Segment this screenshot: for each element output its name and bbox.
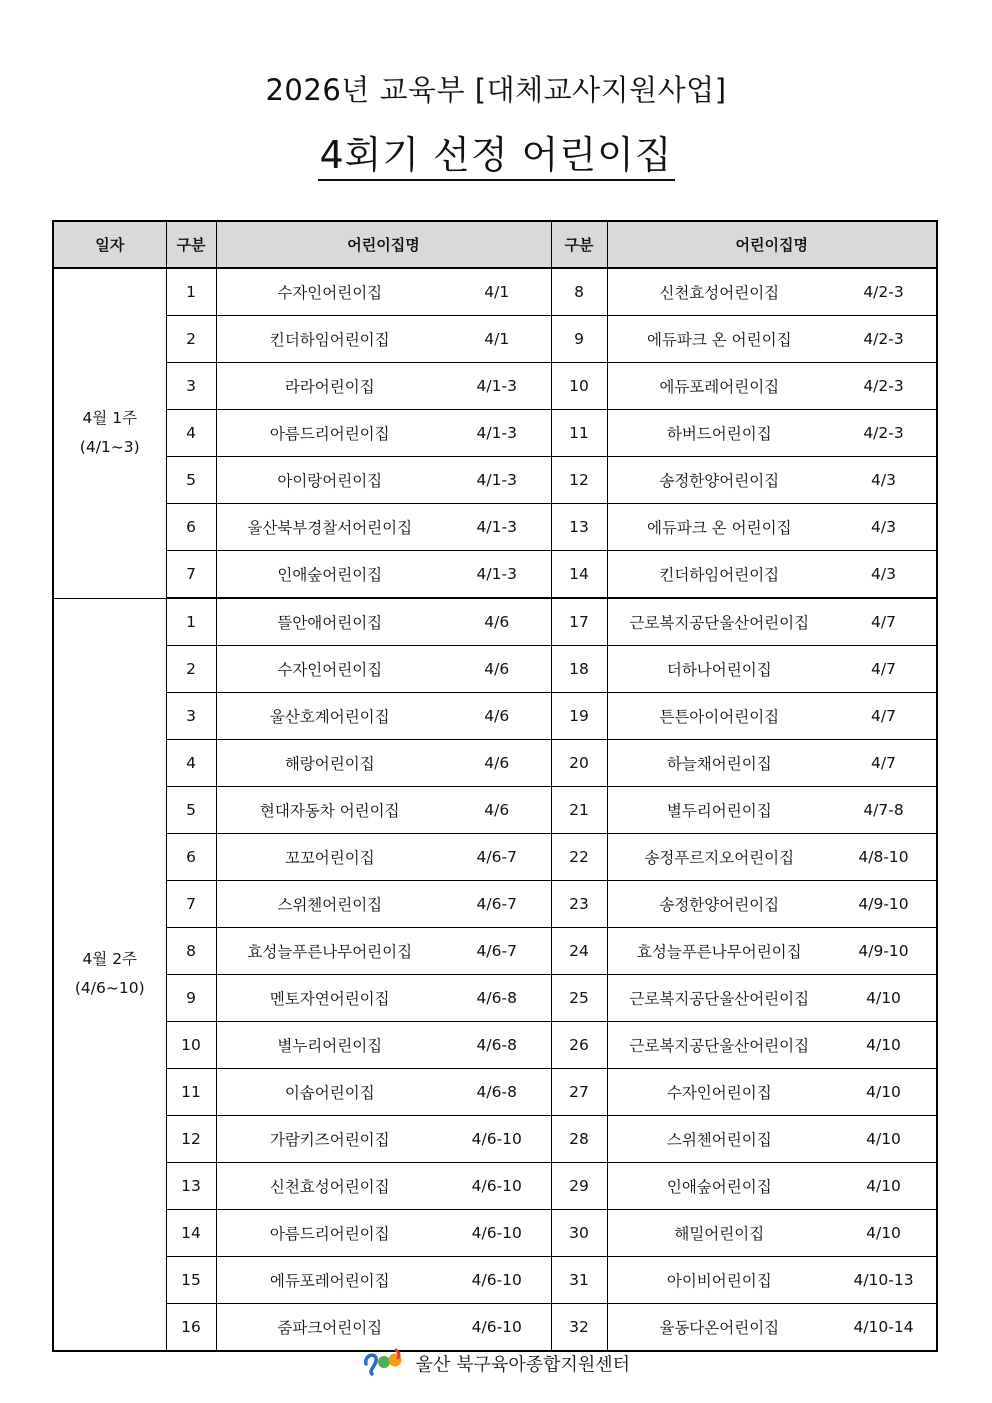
number-cell: 15	[166, 1257, 216, 1304]
document-title-text: 4회기 선정 어린이집	[318, 133, 675, 181]
date-value: 4/6-10	[443, 1210, 551, 1257]
number-cell: 13	[551, 504, 607, 551]
date-value: 4/6-10	[443, 1116, 551, 1163]
date-value: 4/3	[831, 457, 937, 504]
week-range: (4/6~10)	[74, 979, 145, 998]
daycare-name: 더하나어린이집	[607, 646, 831, 693]
date-value: 4/2-3	[831, 363, 937, 410]
number-cell: 13	[166, 1163, 216, 1210]
date-value: 4/1-3	[443, 551, 551, 599]
daycare-name: 송정한양어린이집	[607, 457, 831, 504]
number-cell: 24	[551, 928, 607, 975]
date-value: 4/7-8	[831, 787, 937, 834]
daycare-name: 꼬꼬어린이집	[216, 834, 443, 881]
daycare-name: 해밀어린이집	[607, 1210, 831, 1257]
header-name-left: 어린이집명	[216, 221, 551, 268]
daycare-name: 에듀파크 온 어린이집	[607, 504, 831, 551]
date-value: 4/6-7	[443, 928, 551, 975]
table-row	[53, 928, 937, 975]
selection-table	[52, 220, 938, 1352]
table-row	[53, 881, 937, 928]
number-cell: 27	[551, 1069, 607, 1116]
date-value: 4/10	[831, 1210, 937, 1257]
number-cell: 20	[551, 740, 607, 787]
number-cell: 10	[551, 363, 607, 410]
week-label: 4월 2주	[82, 949, 138, 968]
daycare-name: 현대자동차 어린이집	[216, 787, 443, 834]
table-row	[53, 1304, 937, 1352]
date-value: 4/6-7	[443, 881, 551, 928]
number-cell: 3	[166, 693, 216, 740]
number-cell: 2	[166, 646, 216, 693]
date-value: 4/6-8	[443, 1069, 551, 1116]
table-row	[53, 410, 937, 457]
week-label: 4월 1주	[82, 408, 138, 427]
number-cell: 12	[551, 457, 607, 504]
footer-org-name: 울산 북구육아종합지원센터	[415, 1354, 631, 1376]
number-cell: 1	[166, 268, 216, 316]
daycare-name: 수자인어린이집	[607, 1069, 831, 1116]
number-cell: 8	[551, 268, 607, 316]
number-cell: 10	[166, 1022, 216, 1069]
date-value: 4/6	[443, 598, 551, 646]
date-value: 4/7	[831, 646, 937, 693]
daycare-name: 송정푸르지오어린이집	[607, 834, 831, 881]
number-cell: 11	[551, 410, 607, 457]
date-value: 4/10	[831, 1163, 937, 1210]
date-value: 4/10-14	[831, 1304, 937, 1352]
number-cell: 14	[166, 1210, 216, 1257]
number-cell: 4	[166, 410, 216, 457]
daycare-name: 스위첸어린이집	[216, 881, 443, 928]
table-body	[53, 268, 937, 1351]
table-row	[53, 504, 937, 551]
table-row	[53, 1210, 937, 1257]
daycare-name: 신천효성어린이집	[216, 1163, 443, 1210]
number-cell: 17	[551, 598, 607, 646]
week-cell	[53, 268, 166, 598]
date-value: 4/6	[443, 693, 551, 740]
table-row	[53, 598, 937, 646]
daycare-name: 근로복지공단울산어린이집	[607, 1022, 831, 1069]
date-value: 4/7	[831, 598, 937, 646]
number-cell: 11	[166, 1069, 216, 1116]
number-cell: 5	[166, 787, 216, 834]
daycare-name: 아이랑어린이집	[216, 457, 443, 504]
number-cell: 12	[166, 1116, 216, 1163]
date-value: 4/9-10	[831, 928, 937, 975]
number-cell: 25	[551, 975, 607, 1022]
number-cell: 7	[166, 881, 216, 928]
daycare-name: 울산호계어린이집	[216, 693, 443, 740]
table-row	[53, 693, 937, 740]
number-cell: 3	[166, 363, 216, 410]
daycare-name: 율동다온어린이집	[607, 1304, 831, 1352]
number-cell: 2	[166, 316, 216, 363]
daycare-name: 근로복지공단울산어린이집	[607, 598, 831, 646]
daycare-name: 멘토자연어린이집	[216, 975, 443, 1022]
date-value: 4/1-3	[443, 504, 551, 551]
date-value: 4/1-3	[443, 363, 551, 410]
table-row	[53, 268, 937, 316]
date-value: 4/6-7	[443, 834, 551, 881]
number-cell: 26	[551, 1022, 607, 1069]
header-number-right: 구분	[551, 221, 607, 268]
date-value: 4/6-10	[443, 1257, 551, 1304]
date-value: 4/7	[831, 740, 937, 787]
date-value: 4/2-3	[831, 268, 937, 316]
footer	[0, 1346, 992, 1381]
date-value: 4/3	[831, 551, 937, 599]
number-cell: 28	[551, 1116, 607, 1163]
header-date: 일자	[53, 221, 166, 268]
daycare-name: 킨더하임어린이집	[607, 551, 831, 599]
date-value: 4/1-3	[443, 457, 551, 504]
date-value: 4/3	[831, 504, 937, 551]
number-cell: 30	[551, 1210, 607, 1257]
number-cell: 23	[551, 881, 607, 928]
date-value: 4/2-3	[831, 410, 937, 457]
daycare-name: 킨더하임어린이집	[216, 316, 443, 363]
daycare-name: 에듀포레어린이집	[216, 1257, 443, 1304]
number-cell: 21	[551, 787, 607, 834]
date-value: 4/6	[443, 646, 551, 693]
table-row	[53, 1257, 937, 1304]
table-row	[53, 363, 937, 410]
daycare-name: 튼튼아이어린이집	[607, 693, 831, 740]
daycare-name: 효성늘푸른나무어린이집	[607, 928, 831, 975]
table-row	[53, 646, 937, 693]
daycare-name: 뜰안애어린이집	[216, 598, 443, 646]
daycare-name: 라라어린이집	[216, 363, 443, 410]
daycare-name: 이솝어린이집	[216, 1069, 443, 1116]
table-row	[53, 316, 937, 363]
daycare-name: 수자인어린이집	[216, 646, 443, 693]
week-range: (4/1~3)	[79, 438, 140, 457]
document-title-line1: 2026년 교육부 [대체교사지원사업]	[265, 73, 727, 107]
document-title-line2	[0, 124, 992, 179]
date-value: 4/6	[443, 787, 551, 834]
daycare-name: 가람키즈어린이집	[216, 1116, 443, 1163]
number-cell: 9	[551, 316, 607, 363]
number-cell: 7	[166, 551, 216, 599]
number-cell: 6	[166, 504, 216, 551]
daycare-name: 아이비어린이집	[607, 1257, 831, 1304]
number-cell: 29	[551, 1163, 607, 1210]
header-number-left: 구분	[166, 221, 216, 268]
daycare-name: 별누리어린이집	[216, 1022, 443, 1069]
number-cell: 18	[551, 646, 607, 693]
daycare-name: 스위첸어린이집	[607, 1116, 831, 1163]
number-cell: 9	[166, 975, 216, 1022]
date-value: 4/6-10	[443, 1304, 551, 1352]
table-row	[53, 740, 937, 787]
date-value: 4/1	[443, 268, 551, 316]
daycare-name: 하버드어린이집	[607, 410, 831, 457]
center-logo-icon	[362, 1346, 406, 1381]
date-value: 4/2-3	[831, 316, 937, 363]
date-value: 4/6-8	[443, 975, 551, 1022]
table-row	[53, 834, 937, 881]
daycare-name: 신천효성어린이집	[607, 268, 831, 316]
date-value: 4/6-8	[443, 1022, 551, 1069]
date-value: 4/6-10	[443, 1163, 551, 1210]
daycare-name: 별두리어린이집	[607, 787, 831, 834]
date-value: 4/10	[831, 1116, 937, 1163]
date-value: 4/7	[831, 693, 937, 740]
date-value: 4/10	[831, 1022, 937, 1069]
number-cell: 5	[166, 457, 216, 504]
number-cell: 8	[166, 928, 216, 975]
date-value: 4/1-3	[443, 410, 551, 457]
daycare-name: 근로복지공단울산어린이집	[607, 975, 831, 1022]
number-cell: 19	[551, 693, 607, 740]
date-value: 4/10	[831, 1069, 937, 1116]
date-value: 4/8-10	[831, 834, 937, 881]
table-row	[53, 1163, 937, 1210]
table-row	[53, 1116, 937, 1163]
daycare-name: 송정한양어린이집	[607, 881, 831, 928]
number-cell: 32	[551, 1304, 607, 1352]
daycare-name: 인애숲어린이집	[216, 551, 443, 599]
daycare-name: 인애숲어린이집	[607, 1163, 831, 1210]
table-header-row	[53, 221, 937, 268]
number-cell: 31	[551, 1257, 607, 1304]
date-value: 4/9-10	[831, 881, 937, 928]
number-cell: 22	[551, 834, 607, 881]
daycare-name: 아름드리어린이집	[216, 1210, 443, 1257]
daycare-name: 에듀포레어린이집	[607, 363, 831, 410]
date-value: 4/1	[443, 316, 551, 363]
daycare-name: 에듀파크 온 어린이집	[607, 316, 831, 363]
date-value: 4/10-13	[831, 1257, 937, 1304]
daycare-name: 효성늘푸른나무어린이집	[216, 928, 443, 975]
number-cell: 4	[166, 740, 216, 787]
header-name-right: 어린이집명	[607, 221, 937, 268]
daycare-name: 하늘채어린이집	[607, 740, 831, 787]
daycare-name: 줌파크어린이집	[216, 1304, 443, 1352]
table-row	[53, 1022, 937, 1069]
daycare-name: 울산북부경찰서어린이집	[216, 504, 443, 551]
number-cell: 1	[166, 598, 216, 646]
table-row	[53, 551, 937, 599]
daycare-name: 해랑어린이집	[216, 740, 443, 787]
number-cell: 14	[551, 551, 607, 599]
date-value: 4/6	[443, 740, 551, 787]
table-row	[53, 975, 937, 1022]
daycare-name: 수자인어린이집	[216, 268, 443, 316]
table-row	[53, 457, 937, 504]
number-cell: 6	[166, 834, 216, 881]
number-cell: 16	[166, 1304, 216, 1352]
table-row	[53, 1069, 937, 1116]
table-row	[53, 787, 937, 834]
week-cell	[53, 598, 166, 1351]
daycare-name: 아름드리어린이집	[216, 410, 443, 457]
date-value: 4/10	[831, 975, 937, 1022]
